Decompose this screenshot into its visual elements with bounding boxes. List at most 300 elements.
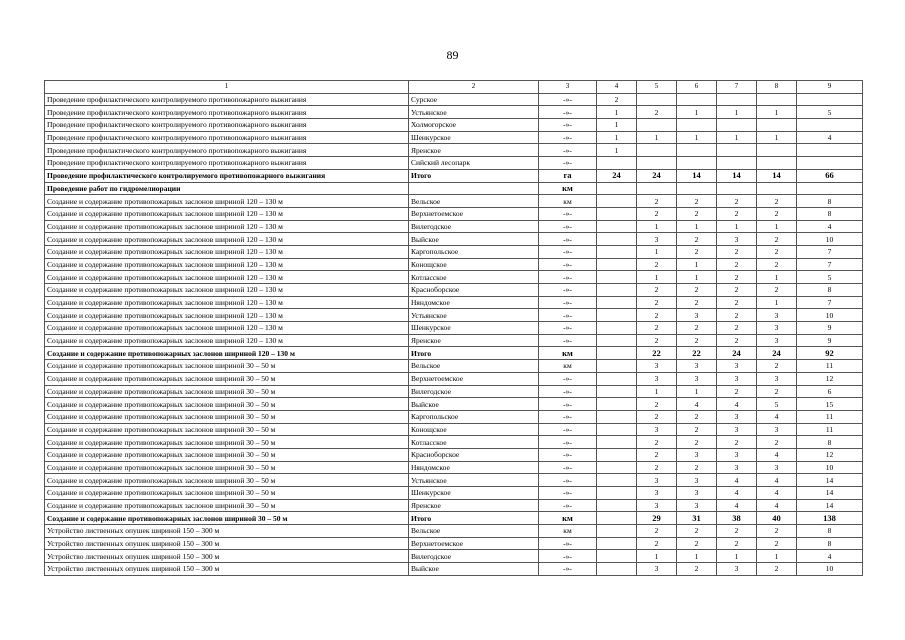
cell-forestry: Шенкурское — [409, 131, 539, 144]
cell-work-type: Создание и содержание противопожарных заслонов шириной 120 – 130 м — [45, 271, 409, 284]
cell-col-4 — [597, 385, 637, 398]
cell-col-8: 2 — [757, 537, 797, 550]
cell-col-5: 2 — [637, 322, 677, 335]
cell-col-6: 2 — [677, 423, 717, 436]
cell-col-5: 2 — [637, 334, 677, 347]
cell-work-type: Проведение профилактического контролируемого противопожарного выжигания — [45, 106, 409, 119]
cell-col-7: 3 — [717, 233, 757, 246]
cell-work-type: Проведение профилактического контролируемого противопожарного выжигания — [45, 131, 409, 144]
table-row — [45, 119, 863, 132]
cell-work-type: Устройство лиственных опушек шириной 150 – 300 м — [45, 537, 409, 550]
header-cell-5: 5 — [637, 81, 677, 94]
cell-col-8: 2 — [757, 195, 797, 208]
cell-col-4 — [597, 448, 637, 461]
cell-work-type: Создание и содержание противопожарных заслонов шириной 30 – 50 м — [45, 385, 409, 398]
cell-unit: -»- — [539, 487, 597, 500]
cell-forestry: Няндомское — [409, 461, 539, 474]
cell-work-type: Проведение профилактического контролируемого противопожарного выжигания — [45, 144, 409, 157]
table-row — [45, 207, 863, 220]
cell-col-5: 2 — [637, 525, 677, 538]
cell-work-type: Создание и содержание противопожарных заслонов шириной 120 – 130 м — [45, 296, 409, 309]
cell-col-7: 2 — [717, 284, 757, 297]
cell-unit: -»- — [539, 207, 597, 220]
cell-forestry: Верхнетоемское — [409, 537, 539, 550]
cell-col-4 — [597, 436, 637, 449]
cell-col-6: 3 — [677, 309, 717, 322]
cell-forestry: Вилегодское — [409, 550, 539, 563]
table-row — [45, 360, 863, 373]
cell-unit: -»- — [539, 131, 597, 144]
cell-col-4 — [597, 207, 637, 220]
cell-col-5: 2 — [637, 398, 677, 411]
cell-col-6: 1 — [677, 258, 717, 271]
cell-unit: -»- — [539, 106, 597, 119]
cell-col-6: 2 — [677, 525, 717, 538]
cell-col-4 — [597, 487, 637, 500]
cell-col-4: 1 — [597, 144, 637, 157]
cell-work-type: Создание и содержание противопожарных заслонов шириной 30 – 50 м — [45, 499, 409, 512]
cell-col-4 — [597, 258, 637, 271]
cell-total: 8 — [797, 525, 863, 538]
cell-forestry: Вельское — [409, 195, 539, 208]
cell-col-7: 3 — [717, 423, 757, 436]
cell-forestry: Сурское — [409, 93, 539, 106]
cell-col-6: 3 — [677, 372, 717, 385]
header-cell-3: 3 — [539, 81, 597, 94]
cell-forestry: Итого — [409, 347, 539, 360]
cell-forestry: Верхнетоемское — [409, 372, 539, 385]
cell-col-8: 1 — [757, 220, 797, 233]
cell-col-4: 1 — [597, 106, 637, 119]
cell-total: 14 — [797, 487, 863, 500]
cell-col-5 — [637, 182, 677, 195]
cell-col-8: 1 — [757, 131, 797, 144]
cell-col-8: 1 — [757, 106, 797, 119]
cell-forestry: Вельское — [409, 360, 539, 373]
cell-unit: км — [539, 182, 597, 195]
header-cell-9: 9 — [797, 81, 863, 94]
cell-col-6: 4 — [677, 398, 717, 411]
cell-col-7: 4 — [717, 474, 757, 487]
cell-col-5: 2 — [637, 258, 677, 271]
cell-col-6: 3 — [677, 487, 717, 500]
cell-total: 10 — [797, 461, 863, 474]
cell-work-type: Создание и содержание противопожарных заслонов шириной 30 – 50 м — [45, 512, 409, 525]
cell-forestry: Верхнетоемское — [409, 207, 539, 220]
cell-col-8 — [757, 157, 797, 170]
cell-total: 15 — [797, 398, 863, 411]
cell-unit: -»- — [539, 563, 597, 576]
cell-total: 7 — [797, 258, 863, 271]
cell-unit: км — [539, 512, 597, 525]
cell-total: 8 — [797, 207, 863, 220]
table-row — [45, 448, 863, 461]
cell-col-7: 3 — [717, 448, 757, 461]
cell-col-6: 1 — [677, 106, 717, 119]
cell-col-7 — [717, 93, 757, 106]
cell-total: 4 — [797, 220, 863, 233]
cell-col-7: 1 — [717, 106, 757, 119]
cell-col-6: 3 — [677, 360, 717, 373]
cell-work-type: Проведение профилактического контролируемого противопожарного выжигания — [45, 119, 409, 132]
cell-forestry: Яренское — [409, 144, 539, 157]
cell-col-8: 4 — [757, 448, 797, 461]
cell-total: 5 — [797, 106, 863, 119]
cell-col-7: 1 — [717, 550, 757, 563]
cell-col-7: 2 — [717, 334, 757, 347]
cell-unit: -»- — [539, 474, 597, 487]
header-cell-8: 8 — [757, 81, 797, 94]
cell-forestry: Выйское — [409, 563, 539, 576]
cell-col-4 — [597, 271, 637, 284]
cell-col-8: 3 — [757, 372, 797, 385]
cell-col-5: 3 — [637, 360, 677, 373]
cell-col-8: 2 — [757, 233, 797, 246]
page-number: 89 — [446, 48, 459, 62]
table-header-row — [45, 81, 863, 94]
cell-col-6: 2 — [677, 537, 717, 550]
cell-forestry: Устьянское — [409, 309, 539, 322]
cell-col-6: 1 — [677, 131, 717, 144]
table-row — [45, 372, 863, 385]
cell-forestry: Итого — [409, 169, 539, 182]
cell-col-4 — [597, 296, 637, 309]
cell-col-7 — [717, 144, 757, 157]
cell-col-6: 3 — [677, 499, 717, 512]
cell-work-type: Создание и содержание противопожарных заслонов шириной 120 – 130 м — [45, 322, 409, 335]
cell-work-type: Создание и содержание противопожарных заслонов шириной 120 – 130 м — [45, 233, 409, 246]
cell-col-8: 4 — [757, 474, 797, 487]
table-row — [45, 258, 863, 271]
cell-col-5: 2 — [637, 410, 677, 423]
cell-col-7: 24 — [717, 347, 757, 360]
cell-forestry: Няндомское — [409, 296, 539, 309]
cell-col-6: 3 — [677, 474, 717, 487]
table-row — [45, 385, 863, 398]
cell-total — [797, 144, 863, 157]
cell-total: 8 — [797, 284, 863, 297]
header-cell-4: 4 — [597, 81, 637, 94]
cell-col-8 — [757, 144, 797, 157]
cell-col-4 — [597, 157, 637, 170]
table-total-row — [45, 169, 863, 182]
cell-total: 8 — [797, 537, 863, 550]
table-row — [45, 157, 863, 170]
cell-col-4 — [597, 563, 637, 576]
cell-unit: км — [539, 347, 597, 360]
cell-col-4 — [597, 474, 637, 487]
table-total-row — [45, 347, 863, 360]
cell-total: 4 — [797, 131, 863, 144]
cell-unit: -»- — [539, 334, 597, 347]
cell-unit: -»- — [539, 245, 597, 258]
cell-work-type: Создание и содержание противопожарных заслонов шириной 120 – 130 м — [45, 284, 409, 297]
cell-forestry: Шенкурское — [409, 322, 539, 335]
cell-col-5: 24 — [637, 169, 677, 182]
cell-col-4 — [597, 525, 637, 538]
cell-col-6: 2 — [677, 334, 717, 347]
cell-forestry: Яренское — [409, 334, 539, 347]
cell-col-6: 1 — [677, 550, 717, 563]
cell-work-type: Создание и содержание противопожарных заслонов шириной 120 – 130 м — [45, 309, 409, 322]
cell-col-8: 3 — [757, 461, 797, 474]
cell-total: 66 — [797, 169, 863, 182]
cell-forestry: Каргопольское — [409, 245, 539, 258]
cell-work-type: Проведение работ по гидромелиорации — [45, 182, 409, 195]
cell-work-type: Создание и содержание противопожарных заслонов шириной 120 – 130 м — [45, 245, 409, 258]
cell-work-type: Создание и содержание противопожарных заслонов шириной 120 – 130 м — [45, 207, 409, 220]
cell-col-4 — [597, 284, 637, 297]
cell-col-7: 2 — [717, 195, 757, 208]
cell-col-6: 2 — [677, 233, 717, 246]
cell-col-8: 3 — [757, 423, 797, 436]
cell-unit: -»- — [539, 436, 597, 449]
cell-unit: га — [539, 169, 597, 182]
cell-unit: км — [539, 525, 597, 538]
cell-col-8: 3 — [757, 334, 797, 347]
table-row — [45, 410, 863, 423]
table-row — [45, 233, 863, 246]
cell-col-5: 3 — [637, 563, 677, 576]
cell-col-7: 2 — [717, 309, 757, 322]
cell-forestry: Красноборское — [409, 448, 539, 461]
cell-col-4 — [597, 245, 637, 258]
cell-work-type: Создание и содержание противопожарных заслонов шириной 30 – 50 м — [45, 423, 409, 436]
cell-work-type: Создание и содержание противопожарных заслонов шириной 120 – 130 м — [45, 334, 409, 347]
cell-col-8: 5 — [757, 398, 797, 411]
cell-col-4 — [597, 398, 637, 411]
cell-unit: -»- — [539, 284, 597, 297]
cell-col-5: 1 — [637, 131, 677, 144]
cell-col-5: 1 — [637, 271, 677, 284]
cell-total: 11 — [797, 423, 863, 436]
cell-work-type: Создание и содержание противопожарных заслонов шириной 30 – 50 м — [45, 474, 409, 487]
cell-col-6: 14 — [677, 169, 717, 182]
cell-work-type: Проведение профилактического контролируемого противопожарного выжигания — [45, 157, 409, 170]
cell-col-6 — [677, 119, 717, 132]
cell-col-7: 1 — [717, 131, 757, 144]
cell-total — [797, 93, 863, 106]
cell-col-8: 1 — [757, 271, 797, 284]
cell-total — [797, 119, 863, 132]
cell-col-5: 2 — [637, 106, 677, 119]
cell-col-4 — [597, 512, 637, 525]
table-total-row — [45, 512, 863, 525]
cell-col-6: 2 — [677, 207, 717, 220]
cell-col-7: 2 — [717, 271, 757, 284]
cell-unit: -»- — [539, 423, 597, 436]
cell-col-8: 4 — [757, 499, 797, 512]
cell-work-type: Устройство лиственных опушек шириной 150 – 300 м — [45, 525, 409, 538]
cell-col-7 — [717, 182, 757, 195]
table-row — [45, 423, 863, 436]
cell-col-7: 2 — [717, 436, 757, 449]
cell-col-6: 31 — [677, 512, 717, 525]
cell-col-6: 2 — [677, 296, 717, 309]
cell-col-6 — [677, 182, 717, 195]
cell-work-type: Проведение профилактического контролируемого противопожарного выжигания — [45, 169, 409, 182]
cell-forestry: Устьянское — [409, 106, 539, 119]
cell-col-7: 2 — [717, 385, 757, 398]
cell-col-6 — [677, 144, 717, 157]
table-row — [45, 93, 863, 106]
table-row — [45, 436, 863, 449]
cell-col-8: 2 — [757, 525, 797, 538]
cell-col-4: 24 — [597, 169, 637, 182]
cell-total: 8 — [797, 436, 863, 449]
cell-col-8: 3 — [757, 322, 797, 335]
cell-col-5: 3 — [637, 499, 677, 512]
cell-col-8: 1 — [757, 550, 797, 563]
cell-unit: -»- — [539, 233, 597, 246]
cell-total — [797, 182, 863, 195]
cell-col-5: 2 — [637, 436, 677, 449]
cell-col-5: 2 — [637, 284, 677, 297]
table-row — [45, 550, 863, 563]
cell-unit: -»- — [539, 537, 597, 550]
cell-total: 9 — [797, 334, 863, 347]
cell-col-4 — [597, 410, 637, 423]
cell-forestry: Шенкурское — [409, 487, 539, 500]
cell-col-8: 14 — [757, 169, 797, 182]
cell-unit: -»- — [539, 322, 597, 335]
cell-col-8: 2 — [757, 207, 797, 220]
cell-col-4 — [597, 461, 637, 474]
cell-unit: -»- — [539, 309, 597, 322]
cell-col-8 — [757, 93, 797, 106]
cell-unit: -»- — [539, 385, 597, 398]
cell-work-type: Создание и содержание противопожарных заслонов шириной 30 – 50 м — [45, 448, 409, 461]
cell-unit: -»- — [539, 296, 597, 309]
cell-work-type: Создание и содержание противопожарных заслонов шириной 120 – 130 м — [45, 195, 409, 208]
cell-unit: -»- — [539, 144, 597, 157]
cell-work-type: Создание и содержание противопожарных заслонов шириной 30 – 50 м — [45, 398, 409, 411]
cell-col-6: 2 — [677, 245, 717, 258]
cell-col-4 — [597, 550, 637, 563]
cell-col-5: 1 — [637, 245, 677, 258]
cell-forestry: Вельское — [409, 525, 539, 538]
cell-col-4 — [597, 195, 637, 208]
cell-col-6: 1 — [677, 271, 717, 284]
cell-col-4: 1 — [597, 131, 637, 144]
cell-col-8: 2 — [757, 284, 797, 297]
cell-forestry: Вилегодское — [409, 385, 539, 398]
cell-col-5: 3 — [637, 423, 677, 436]
cell-col-8: 2 — [757, 258, 797, 271]
cell-col-6: 2 — [677, 322, 717, 335]
cell-col-7: 1 — [717, 220, 757, 233]
cell-total: 4 — [797, 550, 863, 563]
cell-work-type: Создание и содержание противопожарных заслонов шириной 30 – 50 м — [45, 372, 409, 385]
cell-work-type: Создание и содержание противопожарных заслонов шириной 120 – 130 м — [45, 258, 409, 271]
cell-work-type: Создание и содержание противопожарных заслонов шириной 120 – 130 м — [45, 220, 409, 233]
cell-col-6: 1 — [677, 220, 717, 233]
cell-col-5: 1 — [637, 385, 677, 398]
data-table — [44, 80, 863, 576]
cell-forestry: Устьянское — [409, 474, 539, 487]
cell-unit: -»- — [539, 271, 597, 284]
cell-work-type: Создание и содержание противопожарных заслонов шириной 120 – 130 м — [45, 347, 409, 360]
cell-col-6: 2 — [677, 461, 717, 474]
header-cell-1: 1 — [45, 81, 409, 94]
cell-col-6: 22 — [677, 347, 717, 360]
cell-forestry: Выйское — [409, 398, 539, 411]
cell-col-5: 3 — [637, 372, 677, 385]
cell-col-8: 3 — [757, 309, 797, 322]
cell-col-5: 22 — [637, 347, 677, 360]
cell-col-7: 3 — [717, 563, 757, 576]
cell-col-4 — [597, 499, 637, 512]
cell-col-5: 2 — [637, 537, 677, 550]
cell-col-8 — [757, 119, 797, 132]
cell-col-5: 2 — [637, 461, 677, 474]
cell-col-7: 3 — [717, 372, 757, 385]
cell-work-type: Устройство лиственных опушек шириной 150 – 300 м — [45, 550, 409, 563]
table-row — [45, 296, 863, 309]
cell-col-6: 3 — [677, 448, 717, 461]
table-total-row — [45, 182, 863, 195]
cell-total: 12 — [797, 372, 863, 385]
cell-col-5 — [637, 144, 677, 157]
cell-col-6 — [677, 93, 717, 106]
cell-col-7: 38 — [717, 512, 757, 525]
cell-col-8: 1 — [757, 296, 797, 309]
cell-unit: -»- — [539, 398, 597, 411]
cell-forestry: Котласское — [409, 271, 539, 284]
cell-col-5: 2 — [637, 195, 677, 208]
table-row — [45, 322, 863, 335]
cell-col-7: 4 — [717, 398, 757, 411]
table-row — [45, 398, 863, 411]
cell-col-4 — [597, 423, 637, 436]
cell-col-6: 2 — [677, 436, 717, 449]
cell-total: 9 — [797, 322, 863, 335]
cell-col-5: 1 — [637, 220, 677, 233]
cell-col-7: 4 — [717, 499, 757, 512]
cell-col-4 — [597, 334, 637, 347]
cell-col-5: 2 — [637, 296, 677, 309]
cell-col-4: 1 — [597, 119, 637, 132]
table-row — [45, 537, 863, 550]
cell-forestry: Конощское — [409, 423, 539, 436]
cell-unit: км — [539, 195, 597, 208]
cell-col-6: 2 — [677, 195, 717, 208]
cell-col-4 — [597, 537, 637, 550]
cell-total: 11 — [797, 410, 863, 423]
cell-work-type: Создание и содержание противопожарных заслонов шириной 30 – 50 м — [45, 360, 409, 373]
cell-col-7: 2 — [717, 537, 757, 550]
cell-col-8: 4 — [757, 410, 797, 423]
cell-col-7: 3 — [717, 360, 757, 373]
cell-forestry: Яренское — [409, 499, 539, 512]
header-cell-6: 6 — [677, 81, 717, 94]
table-row — [45, 461, 863, 474]
cell-total: 10 — [797, 563, 863, 576]
cell-col-7 — [717, 119, 757, 132]
cell-forestry: Конощское — [409, 258, 539, 271]
cell-col-7: 3 — [717, 410, 757, 423]
table-row — [45, 563, 863, 576]
cell-col-6: 1 — [677, 385, 717, 398]
cell-col-5: 3 — [637, 233, 677, 246]
cell-col-7: 2 — [717, 258, 757, 271]
cell-col-4: 2 — [597, 93, 637, 106]
cell-col-4 — [597, 233, 637, 246]
table-row — [45, 220, 863, 233]
table-row — [45, 284, 863, 297]
cell-col-8: 2 — [757, 360, 797, 373]
table-row — [45, 271, 863, 284]
